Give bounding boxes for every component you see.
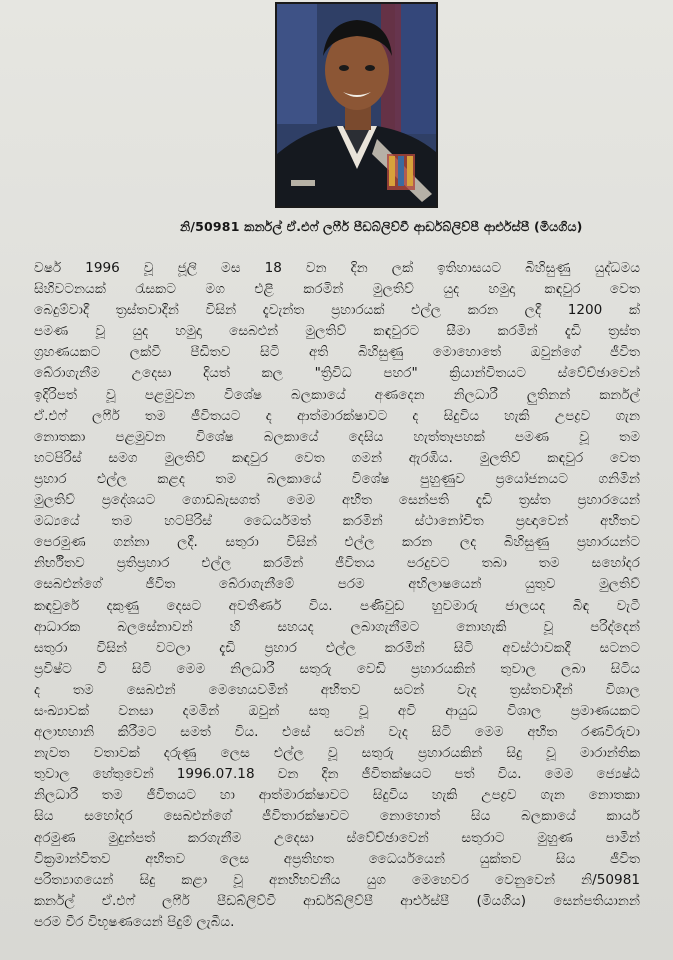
paragraph-line: බේරාගැනීම උදෙසා දියත් කල "ත්‍රිවිධ පහර" ක්‍රියාන්විතයට ස්වේච්ඡාවෙන් <box>34 365 640 382</box>
paragraph-line: වර්ෂ 1996 වූ ජූලි මස 18 වන දින ලක් ඉතිහාසයට බිහිසුණු යුද්ධමය <box>34 260 640 276</box>
paragraph-line: ග්‍රහණයකට ලක්වී පීඩිතව සිටි අති බිහිසුණු මොහොතේ ඔවුන්ගේ ජීවිත <box>34 344 640 361</box>
paragraph-line: මධ්‍යයේ තම හටපිරිස් ධෛර්යමත් කරමින් ස්ථානෝචිත ප්‍රඥාවෙන් අභීතව <box>34 513 640 530</box>
paragraph-line: නොතකා පළමුවන විශේෂ බලකායේ දෙසිය හැත්තෑපහක් පමණ වූ තම <box>34 428 640 445</box>
paragraph-line: පමණ වූ යුද හමුදා සෙබළුන් මුලතිව් කඳවුරට සීමා කරමින් දැඩි ත්‍රස්ත <box>34 323 640 340</box>
paragraph-line: ඉදිරිපත් වූ පළමුවන විශේෂ බලකායේ අණදෙන නිලධාරී ලුතිනන් කර්නල් <box>34 386 640 403</box>
portrait-photo-icon <box>277 4 436 206</box>
article-paragraph <box>34 258 640 933</box>
paragraph-line: තුවාල හේතුවෙන් 1996.07.18 වන දින ජීවිතක්ෂයට පත් විය. මෙම ජ්‍යෙෂ්ඨ <box>34 766 640 783</box>
paragraph-line: නැවත වතාවක් දරුණු ලෙස එල්ල වූ සතුරු ප්‍රහාරයකින් සිදු වූ මාරාන්තික <box>34 745 640 762</box>
paragraph-line: හටපිරිස් සමග මුලතිව් කඳවුර වෙත ගමන් ඇරඹිය. මුලතිව් කඳවුර වෙත <box>34 449 640 466</box>
paragraph-line: පරිත්‍යාගයෙන් සිදු කළා වූ අනභිභවනීය යුග මෙහෙවර වෙනුවෙන් නි/50981 <box>34 871 640 888</box>
paragraph-line: නිලධාරී තම ජීවිතයට හා ආත්මාරක්ෂාවට සිදුවිය හැකි උපද්‍රව ගැන නොතකා <box>34 787 640 804</box>
paragraph-line: අලාභහානි කිරීමට සමත් විය. එසේ සටන් වැද සිටි මෙම අභීත රණවිරුවා <box>34 724 640 741</box>
paragraph-line: ආධාරක බලසේනාවන් හි සහයද ලබාගැනීමට නොහැකි වූ පරිද්දෙන් <box>34 618 640 635</box>
paragraph-line: බෙදුම්වාදී ත්‍රස්තවාදීන් විසින් දැවැන්ත ප්‍රහාරයක් එල්ල කරන ලදී 1200 ක් <box>34 302 640 319</box>
paragraph-line: සිය සහෝදර සෙබළුන්ගේ ජීවිතාරක්ෂාවට නොහොත් සිය බලකායේ කාර්ය <box>34 808 640 825</box>
portrait-photo <box>275 2 438 208</box>
paragraph-line: නිර්භීතව ප්‍රතිප්‍රහාර එල්ල කරමින් ජීවිතය පරදුවට තබා තම සහෝදර <box>34 555 640 572</box>
paragraph-line: පරම වීර විභූෂණයෙන් පිදුම් ලැබීය. <box>34 913 235 930</box>
paragraph-line: අරමුණ මුදුන්පත් කරගැනීම උදෙසා ස්වේච්ඡාවෙන් සතුරාට මුහුණ පාමින් <box>34 829 640 846</box>
paragraph-line: ද තම සෙබළුන් මෙහෙයවමින් අභීතව සටන් වැද ත්‍රස්තවාදීන් විශාල <box>34 681 640 698</box>
paragraph-line: වික්‍රමාන්විතව අභීතව ලෙස අප්‍රතිහත ධෛර්යයෙන් යුක්තව සිය ජීවිත <box>34 850 640 867</box>
paragraph-line: ඒ.එෆ් ලෆීර් තම ජීවිතයට ද ආත්මාරක්ෂාවට ද සිදුවිය හැකි උපද්‍රව ගැන <box>34 407 640 424</box>
paragraph-line: ප්‍රහාර එල්ල කළද තම බලකායේ විශේෂ පුහුණුව ප්‍රයෝජනයට ගනිමින් <box>34 470 640 487</box>
paragraph-line: පෙරමුණ ගන්නා ලදී. සතුරා විසින් එල්ල කරන ලද බිහිසුණු ප්‍රහාරයන්ට <box>34 534 640 551</box>
paragraph-line: සිහිවටනයක් රැසකට මග එළි කරමින් මුලතිව් යුද හමුදා කඳවුර වෙත <box>34 281 640 298</box>
paragraph-line: සතුරා විසින් වටලා දැඩි ප්‍රහාර එල්ල කරමින් සිටි අවස්ථාවකදී සටනට <box>34 639 640 656</box>
paragraph-line: ප්‍රවිෂ්ට වී සිටි මෙම නිලධාරී සතුරු වෙඩි ප්‍රහාරයකින් තුවාල ලබා සිටිය <box>34 660 640 677</box>
photo-caption: නි/50981 කර්නල් ඒ.එෆ් ලෆීර් පීඩබ්ලිව්වී ආර්ඩබ්ලිව්පී ආර්එස්පී (මියගිය) <box>180 219 583 234</box>
paragraph-line: සංඛ්‍යාවක් වනසා දමමින් ඔවුන් සතු වූ අවි ආයුධ විශාල ප්‍රමාණයකට <box>34 702 640 719</box>
paragraph-line: මුලතිව් ප්‍රදේශයට ගොඩබැසගත් මෙම අභීත සෙන්පති දැඩි ත්‍රස්ත ප්‍රහාරයෙන් <box>34 492 640 509</box>
paragraph-line: සෙබළුන්ගේ ජීවිත බේරාගැනීමේ පරම අභිලාෂයෙන් යුතුව මුලතිව් <box>34 576 640 593</box>
paragraph-line: කර්නල් ඒ.එෆ් ලෆීර් පීඩබ්ලිව්වී ආර්ඩබ්ලිව්පී ආර්එස්පී (මියගිය) සෙන්පතියානන් <box>34 892 640 909</box>
paragraph-line: කඳවුරේ දකුණු දෙසට අවතීර්ණ විය. පණිවුඩ හුවමාරු ජාලයද බිඳ වැටී <box>34 597 640 614</box>
